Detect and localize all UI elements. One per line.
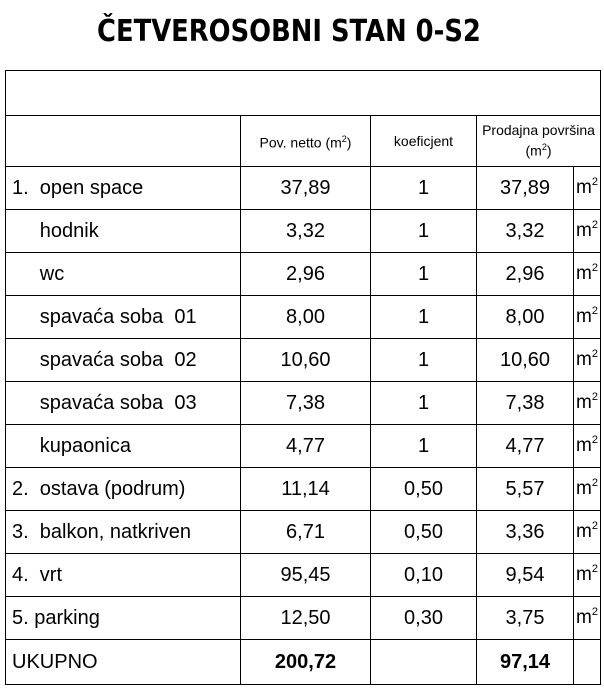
total-row — [6, 640, 601, 685]
table-row — [6, 597, 601, 640]
room-name: 4. vrt — [6, 554, 241, 597]
table-row — [6, 382, 601, 425]
net-area: 11,14 — [241, 468, 371, 511]
unit-base: m — [576, 435, 592, 456]
net-area: 6,71 — [241, 511, 371, 554]
net-area: 37,89 — [241, 167, 371, 210]
table-row — [6, 511, 601, 554]
header-sales-label: Prodajna površina — [482, 122, 595, 139]
table-row — [6, 210, 601, 253]
header-area-sup: 2 — [341, 133, 347, 144]
unit-base: m — [576, 220, 592, 241]
unit-cell — [574, 253, 601, 296]
coefficient: 1 — [371, 210, 477, 253]
table-row — [6, 339, 601, 382]
coefficient: 1 — [371, 296, 477, 339]
unit-base: m — [576, 177, 592, 198]
unit-sup: 2 — [591, 477, 598, 489]
sales-area: 37,89 — [477, 167, 574, 210]
room-name: 2. ostava (podrum) — [6, 468, 241, 511]
coefficient: 1 — [371, 253, 477, 296]
room-name: spavaća soba 02 — [6, 339, 241, 382]
coefficient: 0,10 — [371, 554, 477, 597]
unit-sup: 2 — [591, 606, 598, 618]
unit-sup: 2 — [591, 520, 598, 532]
unit-sup: 2 — [591, 262, 598, 274]
table-row — [6, 253, 601, 296]
unit-base: m — [576, 521, 592, 542]
header-sales-cell — [477, 116, 601, 167]
table-blank-row — [6, 71, 601, 116]
room-name: spavaća soba 03 — [6, 382, 241, 425]
net-area: 10,60 — [241, 339, 371, 382]
header-name-cell — [6, 116, 241, 167]
net-area: 8,00 — [241, 296, 371, 339]
coefficient: 1 — [371, 167, 477, 210]
table-row — [6, 167, 601, 210]
room-name: spavaća soba 01 — [6, 296, 241, 339]
page-title: ČETVEROSOBNI STAN 0-S2 — [97, 14, 481, 49]
header-area-close: ) — [346, 134, 352, 151]
unit-base: m — [576, 478, 592, 499]
sales-area: 10,60 — [477, 339, 574, 382]
sales-area: 9,54 — [477, 554, 574, 597]
net-area: 7,38 — [241, 382, 371, 425]
sales-area: 3,36 — [477, 511, 574, 554]
unit-base: m — [576, 263, 592, 284]
net-area: 2,96 — [241, 253, 371, 296]
unit-cell — [574, 210, 601, 253]
coefficient: 1 — [371, 425, 477, 468]
coefficient: 1 — [371, 382, 477, 425]
unit-sup: 2 — [591, 434, 598, 446]
area-table — [5, 70, 601, 685]
room-name: hodnik — [6, 210, 241, 253]
total-unit-cell — [574, 640, 601, 685]
header-coef-cell: koeficjent — [371, 116, 477, 167]
sales-area: 3,32 — [477, 210, 574, 253]
room-name: 5. parking — [6, 597, 241, 640]
header-area-cell — [241, 116, 371, 167]
unit-cell — [574, 597, 601, 640]
header-sales-sup: 2 — [541, 142, 547, 153]
unit-sup: 2 — [591, 176, 598, 188]
coefficient: 0,30 — [371, 597, 477, 640]
unit-cell — [574, 554, 601, 597]
coefficient: 1 — [371, 339, 477, 382]
unit-sup: 2 — [591, 391, 598, 403]
sales-area: 7,38 — [477, 382, 574, 425]
unit-cell — [574, 511, 601, 554]
unit-cell — [574, 167, 601, 210]
unit-base: m — [576, 306, 592, 327]
sales-area: 2,96 — [477, 253, 574, 296]
coefficient: 0,50 — [371, 511, 477, 554]
room-name: 1. open space — [6, 167, 241, 210]
table-row — [6, 468, 601, 511]
table-row — [6, 296, 601, 339]
table-row — [6, 554, 601, 597]
total-label: UKUPNO — [6, 640, 241, 685]
net-area: 3,32 — [241, 210, 371, 253]
unit-base: m — [576, 349, 592, 370]
header-sales-close: ) — [546, 142, 552, 159]
sales-area: 8,00 — [477, 296, 574, 339]
room-name: wc — [6, 253, 241, 296]
unit-sup: 2 — [591, 219, 598, 231]
net-area: 95,45 — [241, 554, 371, 597]
unit-sup: 2 — [591, 305, 598, 317]
total-coef-cell — [371, 640, 477, 685]
unit-base: m — [576, 607, 592, 628]
sales-area: 4,77 — [477, 425, 574, 468]
unit-sup: 2 — [591, 348, 598, 360]
table-header-row — [6, 116, 601, 167]
unit-base: m — [576, 564, 592, 585]
unit-base: m — [576, 392, 592, 413]
coefficient: 0,50 — [371, 468, 477, 511]
header-sales-unit: (m — [525, 142, 542, 159]
total-net-area: 200,72 — [241, 640, 371, 685]
unit-cell — [574, 339, 601, 382]
unit-sup: 2 — [591, 563, 598, 575]
sales-area: 3,75 — [477, 597, 574, 640]
total-sales-area: 97,14 — [477, 640, 574, 685]
unit-cell — [574, 296, 601, 339]
unit-cell — [574, 382, 601, 425]
room-name: 3. balkon, natkriven — [6, 511, 241, 554]
room-name: kupaonica — [6, 425, 241, 468]
net-area: 12,50 — [241, 597, 371, 640]
header-area-label: Pov. netto (m — [259, 134, 342, 151]
unit-cell — [574, 425, 601, 468]
sales-area: 5,57 — [477, 468, 574, 511]
net-area: 4,77 — [241, 425, 371, 468]
unit-cell — [574, 468, 601, 511]
table-row — [6, 425, 601, 468]
